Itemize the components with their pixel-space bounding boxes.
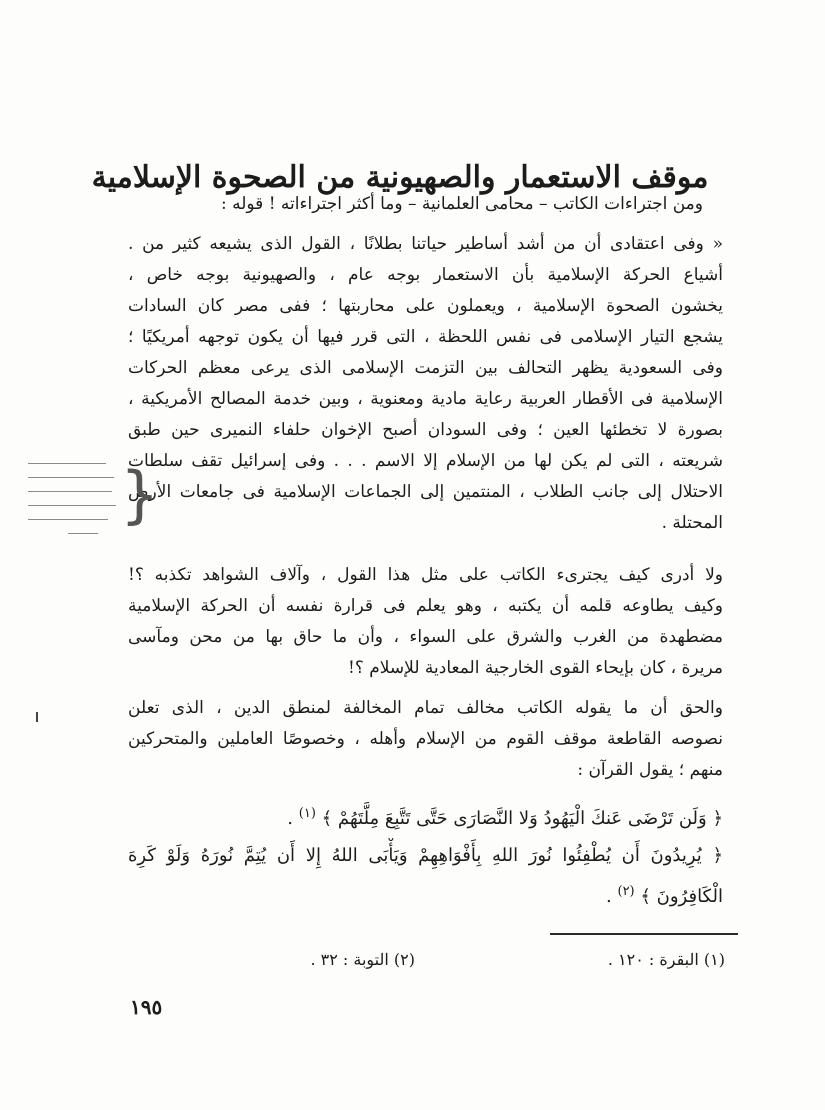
- verse-text: ﴿ وَلَن تَرْضَى عَنكَ الْيَهُودُ وَلا النَّصَارَى حَتَّى تَتَّبِعَ مِلَّتَهُمْ ﴾: [321, 808, 723, 829]
- stray-pen-mark: [36, 712, 38, 722]
- footnote-divider: [550, 933, 738, 935]
- text-line: الإسلامية فى الأقطار العربية رعاية مادية ومعنوية ، وبين خدمة المصالح الأمريكية ،: [128, 389, 723, 409]
- scribble-line: [28, 477, 114, 478]
- text-line: شريعته ، التى لم يكن لها من الإسلام إلا الاسم . . . وفى إسرائيل تقف سلطات: [128, 451, 723, 471]
- verse-line: [128, 874, 723, 910]
- quote-paragraph: [128, 229, 723, 539]
- text-line: وكيف يطاوعه قلمه أن يكتبه ، وهو يعلم فى قرارة نفسه أن الحركة الإسلامية: [128, 596, 723, 616]
- text-line: الاحتلال إلى جانب الطلاب ، المنتمين إلى الجماعات الإسلامية فى جامعات الأرض: [128, 482, 723, 502]
- verse-end: .: [606, 886, 612, 907]
- text-line: وفى السعودية يظهر التحالف بين التزمت الإسلامى الذى يرعى معظم الحركات: [128, 358, 723, 378]
- scribble-line: [28, 519, 108, 520]
- text-line: يشجع التيار الإسلامى فى نفس اللحظة ، التى قرر فيها أن يكون توجهه أمريكيًا ؛: [128, 327, 723, 347]
- text-line: بصورة لا تخطئها العين ؛ وفى السودان أصبح الإخوان حلفاء النميرى حين طبق: [128, 420, 723, 440]
- intro-line: ومن اجتراءات الكاتب – محامى العلمانية – وما أكثر اجتراءاته ! قوله :: [220, 194, 703, 214]
- text-line: أشياع الحركة الإسلامية بأن الاستعمار بوجه عام ، والصهيونية بوجه خاص ،: [128, 265, 723, 285]
- handwritten-margin-note: [20, 455, 160, 545]
- text-line: ولا أدرى كيف يجترىء الكاتب على مثل هذا القول ، وآلاف الشواهد تكذبه ؟!: [128, 565, 723, 585]
- scribble-line: [28, 463, 106, 464]
- text-line: والحق أن ما يقوله الكاتب مخالف تمام المخالفة لمنطق الدين ، الذى تعلن: [128, 698, 723, 718]
- scribble-line: [28, 505, 116, 506]
- page-number: ١٩٥: [130, 995, 163, 1019]
- scribble-line: [68, 533, 98, 534]
- scribble-line: [28, 491, 112, 492]
- text-line: مضطهدة من الغرب والشرق على السواء ، وأن ما حاق بها من محن ومآسى: [128, 627, 723, 647]
- text-line: نصوصه القاطعة موقف القوم من الإسلام وأهله ، وخصوصًا العاملين والمتحركين: [128, 729, 723, 749]
- verse-text: الْكَافِرُونَ ﴾: [640, 886, 723, 907]
- footnote-2: (٢) التوبة : ٣٢ .: [310, 950, 415, 969]
- brace-mark: }: [120, 458, 160, 531]
- text-line: مريرة ، كان بإيحاء القوى الخارجية المعادية للإسلام ؟!: [348, 658, 723, 678]
- verse-end: .: [287, 808, 294, 829]
- text-line: « وفى اعتقادى أن من أشد أساطير حياتنا بطلانًا ، القول الذى يشيعه كثير من .: [128, 234, 723, 254]
- verse-line: ﴿ يُرِيدُونَ أَن يُطْفِئُوا نُورَ اللهِ بِأَفْوَاهِهِمْ وَيَأْبَى اللهُ إِلا أَن يُتِمَّ نُورَهُ وَلَوْ كَرِهَ: [128, 845, 723, 866]
- text-line: المحتلة .: [661, 513, 723, 533]
- footnote-ref: (٢): [617, 884, 635, 899]
- footnote-1: (١) البقرة : ١٢٠ .: [607, 950, 725, 969]
- text-line: منهم ؛ يقول القرآن :: [577, 760, 723, 780]
- page-title: موقف الاستعمار والصهيونية من الصحوة الإسلامية: [91, 160, 709, 196]
- footnote-ref: (١): [298, 806, 316, 821]
- verses-block: [128, 796, 723, 910]
- text-line: يخشون الصحوة الإسلامية ، ويعملون على محاربتها ؛ ففى مصر كان السادات: [128, 296, 723, 316]
- truth-paragraph: [128, 693, 723, 786]
- verse-line: [128, 796, 723, 832]
- response-paragraph: [128, 560, 723, 684]
